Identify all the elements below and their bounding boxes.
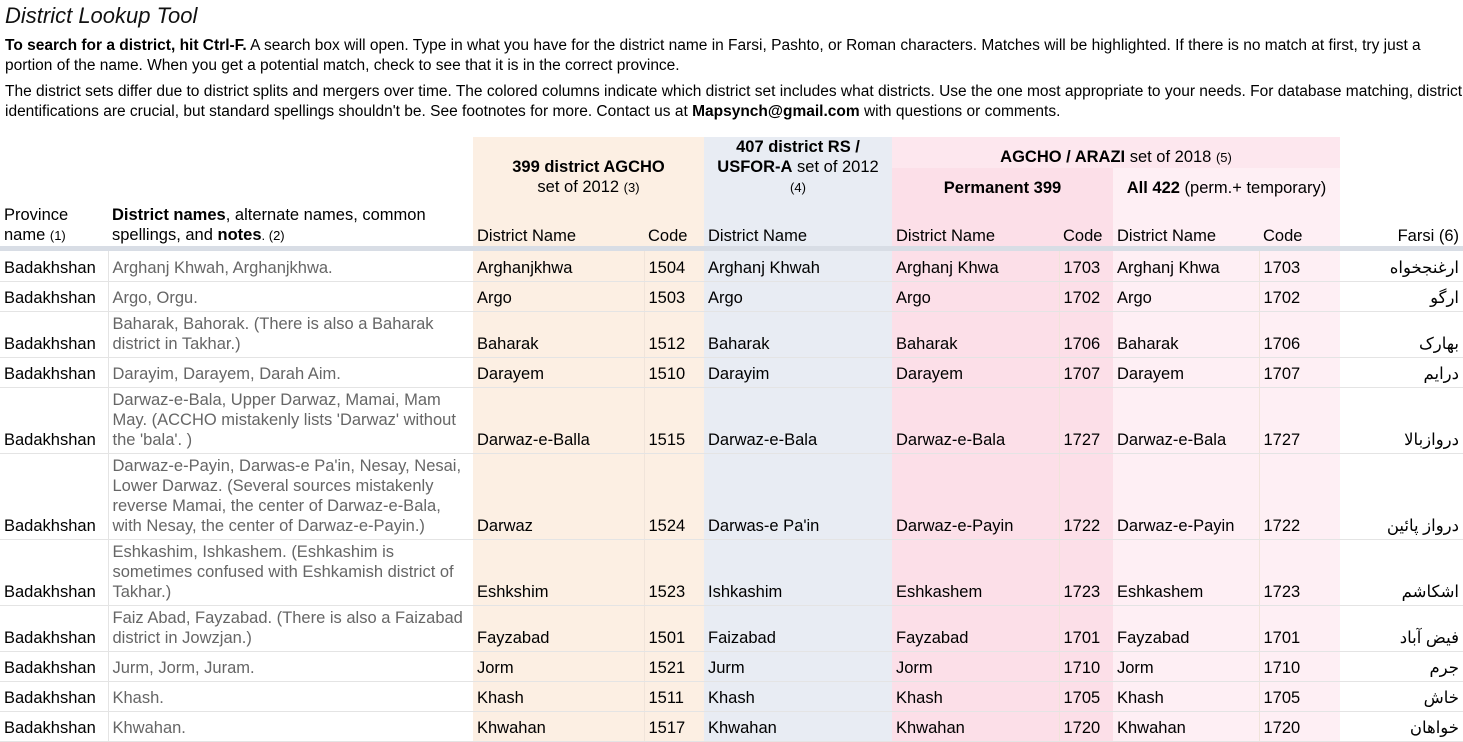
farsi-cell: بهارک — [1340, 311, 1463, 357]
all-code-cell: 1702 — [1259, 281, 1340, 311]
perm-name-cell: Jorm — [892, 651, 1059, 681]
rs-name-cell: Faizabad — [704, 605, 892, 651]
all-code-cell: 1727 — [1259, 387, 1340, 453]
intro-paragraph-sets — [5, 82, 1463, 122]
province-cell: Badakhshan — [0, 711, 108, 741]
perm-name-cell: Darayem — [892, 357, 1059, 387]
permanent-399-header: Permanent 399 — [892, 168, 1113, 198]
district-table — [0, 137, 1463, 742]
perm-name-cell: Khash — [892, 681, 1059, 711]
all-name-cell: Darayem — [1113, 357, 1259, 387]
agcho-name-cell: Baharak — [473, 311, 644, 357]
all-name-cell: Darwaz-e-Bala — [1113, 387, 1259, 453]
notes-cell: Eshkashim, Ishkashem. (Eshkashim is sometimes confused with Eshkamish district of Takhar.) — [108, 539, 473, 605]
province-column-header: Province name (1) — [4, 206, 69, 244]
agcho-name-cell: Eshkshim — [473, 539, 644, 605]
province-cell: Badakhshan — [0, 539, 108, 605]
farsi-cell: خواهان — [1340, 711, 1463, 741]
all-name-cell: Darwaz-e-Payin — [1113, 453, 1259, 539]
rs-name-cell: Arghanj Khwah — [704, 251, 892, 281]
rs-district-name-header: District Name — [704, 198, 892, 246]
all-code-cell: 1710 — [1259, 651, 1340, 681]
agcho-name-cell: Jorm — [473, 651, 644, 681]
agcho-2012-group-header: 399 district AGCHO set of 2012 (3) — [473, 137, 704, 198]
perm-code-cell: 1727 — [1059, 387, 1113, 453]
perm-code-cell: 1720 — [1059, 711, 1113, 741]
perm-code-header: Code — [1059, 198, 1113, 246]
all-name-cell: Khwahan — [1113, 711, 1259, 741]
perm-code-cell: 1703 — [1059, 251, 1113, 281]
notes-cell: Faiz Abad, Fayzabad. (There is also a Faizabad district in Jowzjan.) — [108, 605, 473, 651]
province-cell: Badakhshan — [0, 605, 108, 651]
table-row — [0, 453, 1463, 539]
agcho-code-cell: 1515 — [644, 387, 704, 453]
farsi-cell: جرم — [1340, 651, 1463, 681]
agcho-code-cell: 1521 — [644, 651, 704, 681]
all-code-cell: 1722 — [1259, 453, 1340, 539]
agcho-code-cell: 1524 — [644, 453, 704, 539]
page-title: District Lookup Tool — [5, 3, 198, 28]
notes-cell: Darayim, Darayem, Darah Aim. — [108, 357, 473, 387]
agcho-name-cell: Arghanjkhwa — [473, 251, 644, 281]
perm-name-cell: Eshkashem — [892, 539, 1059, 605]
intro-text-line: identifications are crucial, but standard spellings shouldn't be. See footnotes for more. Contact us at — [5, 103, 693, 120]
perm-code-cell: 1701 — [1059, 605, 1113, 651]
all-name-cell: Jorm — [1113, 651, 1259, 681]
rs-name-cell: Darayim — [704, 357, 892, 387]
perm-code-cell: 1710 — [1059, 651, 1113, 681]
intro-text-line: A search box will open. Type in what you have for the district name in Farsi, Pashto, or Roman characters. Matches will be highlighted. If there is no match at first, try just a — [246, 37, 1421, 54]
intro-search-instruction: To search for a district, hit Ctrl-F. — [5, 37, 247, 54]
all-name-cell: Fayzabad — [1113, 605, 1259, 651]
farsi-cell: ارغنجخواه — [1340, 251, 1463, 281]
perm-name-cell: Arghanj Khwa — [892, 251, 1059, 281]
agcho-name-cell: Darayem — [473, 357, 644, 387]
notes-cell: Arghanj Khwah, Arghanjkhwa. — [108, 251, 473, 281]
column-header-row — [0, 198, 1463, 246]
notes-cell: Argo, Orgu. — [108, 281, 473, 311]
district-names-column-header: District names, alternate names, common spellings, and notes. (2) — [112, 206, 426, 244]
agcho-code-cell: 1504 — [644, 251, 704, 281]
rs-name-cell: Baharak — [704, 311, 892, 357]
rs-name-cell: Darwaz-e-Bala — [704, 387, 892, 453]
all-code-cell: 1723 — [1259, 539, 1340, 605]
table-row — [0, 251, 1463, 281]
agcho-name-cell: Khwahan — [473, 711, 644, 741]
all-district-name-header: District Name — [1113, 198, 1259, 246]
notes-cell: Darwaz-e-Payin, Darwas-e Pa'in, Nesay, Nesai, Lower Darwaz. (Several sources mistakenly reverse Mamai, the center of Darwaz-e-Bala, with Nesay, the center of Darwaz-e-Payin.) — [108, 453, 473, 539]
province-cell: Badakhshan — [0, 453, 108, 539]
farsi-cell: خاش — [1340, 681, 1463, 711]
table-row — [0, 711, 1463, 741]
agcho-name-cell: Darwaz-e-Balla — [473, 387, 644, 453]
table-row — [0, 387, 1463, 453]
agcho-code-cell: 1501 — [644, 605, 704, 651]
perm-code-cell: 1722 — [1059, 453, 1113, 539]
farsi-cell: دروازبالا — [1340, 387, 1463, 453]
rs-name-cell: Khash — [704, 681, 892, 711]
province-cell: Badakhshan — [0, 651, 108, 681]
intro-paragraph-search — [5, 36, 1463, 76]
perm-name-cell: Darwaz-e-Bala — [892, 387, 1059, 453]
notes-cell: Jurm, Jorm, Juram. — [108, 651, 473, 681]
all-name-cell: Argo — [1113, 281, 1259, 311]
table-row — [0, 681, 1463, 711]
agcho-code-cell: 1523 — [644, 539, 704, 605]
perm-name-cell: Baharak — [892, 311, 1059, 357]
agcho-code-header: Code — [644, 198, 704, 246]
perm-code-cell: 1702 — [1059, 281, 1113, 311]
perm-name-cell: Argo — [892, 281, 1059, 311]
farsi-cell: درواز پائین — [1340, 453, 1463, 539]
perm-district-name-header: District Name — [892, 198, 1059, 246]
notes-cell: Khwahan. — [108, 711, 473, 741]
arazi-2018-group-header: AGCHO / ARAZI set of 2018 (5) — [892, 137, 1340, 168]
intro-text-line: The district sets differ due to district splits and mergers over time. The colored columns indicate which district set includes what districts. Use the one most appropriate to your needs. For database matching, district — [5, 83, 1463, 100]
notes-cell: Khash. — [108, 681, 473, 711]
rs-name-cell: Argo — [704, 281, 892, 311]
agcho-name-cell: Fayzabad — [473, 605, 644, 651]
all-code-cell: 1706 — [1259, 311, 1340, 357]
all-name-cell: Eshkashem — [1113, 539, 1259, 605]
group-header-row — [0, 137, 1463, 168]
all-code-cell: 1703 — [1259, 251, 1340, 281]
agcho-code-cell: 1517 — [644, 711, 704, 741]
table-row — [0, 539, 1463, 605]
table-row — [0, 281, 1463, 311]
agcho-code-cell: 1503 — [644, 281, 704, 311]
agcho-code-cell: 1511 — [644, 681, 704, 711]
all-name-cell: Arghanj Khwa — [1113, 251, 1259, 281]
notes-cell: Darwaz-e-Bala, Upper Darwaz, Mamai, Mam May. (ACCHO mistakenly lists 'Darwaz' without the 'bala'. ) — [108, 387, 473, 453]
intro-text-line: portion of the name. When you get a potential match, check to see that it is in the correct province. — [5, 57, 680, 74]
farsi-cell: فیض آباد — [1340, 605, 1463, 651]
agcho-district-name-header: District Name — [473, 198, 644, 246]
rs-name-cell: Khwahan — [704, 711, 892, 741]
province-cell: Badakhshan — [0, 387, 108, 453]
farsi-cell: اشکاشم — [1340, 539, 1463, 605]
province-cell: Badakhshan — [0, 681, 108, 711]
farsi-column-header: Farsi (6) — [1397, 227, 1459, 245]
perm-code-cell: 1705 — [1059, 681, 1113, 711]
perm-code-cell: 1706 — [1059, 311, 1113, 357]
all-code-header: Code — [1259, 198, 1340, 246]
all-code-cell: 1701 — [1259, 605, 1340, 651]
province-cell: Badakhshan — [0, 311, 108, 357]
contact-email-link[interactable]: Mapsynch@gmail.com — [692, 103, 860, 120]
table-row — [0, 311, 1463, 357]
table-row — [0, 357, 1463, 387]
table-row — [0, 605, 1463, 651]
agcho-name-cell: Khash — [473, 681, 644, 711]
rs-name-cell: Darwas-e Pa'in — [704, 453, 892, 539]
farsi-cell: درایم — [1340, 357, 1463, 387]
province-cell: Badakhshan — [0, 281, 108, 311]
agcho-name-cell: Argo — [473, 281, 644, 311]
agcho-name-cell: Darwaz — [473, 453, 644, 539]
province-cell: Badakhshan — [0, 357, 108, 387]
table-row — [0, 651, 1463, 681]
agcho-code-cell: 1512 — [644, 311, 704, 357]
farsi-cell: ارگو — [1340, 281, 1463, 311]
all-name-cell: Khash — [1113, 681, 1259, 711]
notes-cell: Baharak, Bahorak. (There is also a Baharak district in Takhar.) — [108, 311, 473, 357]
all-code-cell: 1720 — [1259, 711, 1340, 741]
perm-name-cell: Khwahan — [892, 711, 1059, 741]
agcho-code-cell: 1510 — [644, 357, 704, 387]
all-422-header: All 422 (perm.+ temporary) — [1113, 168, 1340, 198]
intro-text-line: with questions or comments. — [859, 103, 1061, 120]
all-code-cell: 1705 — [1259, 681, 1340, 711]
perm-code-cell: 1707 — [1059, 357, 1113, 387]
province-cell: Badakhshan — [0, 251, 108, 281]
perm-name-cell: Darwaz-e-Payin — [892, 453, 1059, 539]
all-code-cell: 1707 — [1259, 357, 1340, 387]
all-name-cell: Baharak — [1113, 311, 1259, 357]
rs-usfor-group-header: 407 district RS / USFOR-A set of 2012 (4) — [704, 137, 892, 198]
perm-code-cell: 1723 — [1059, 539, 1113, 605]
intro-text — [5, 36, 1463, 128]
perm-name-cell: Fayzabad — [892, 605, 1059, 651]
rs-name-cell: Jurm — [704, 651, 892, 681]
rs-name-cell: Ishkashim — [704, 539, 892, 605]
